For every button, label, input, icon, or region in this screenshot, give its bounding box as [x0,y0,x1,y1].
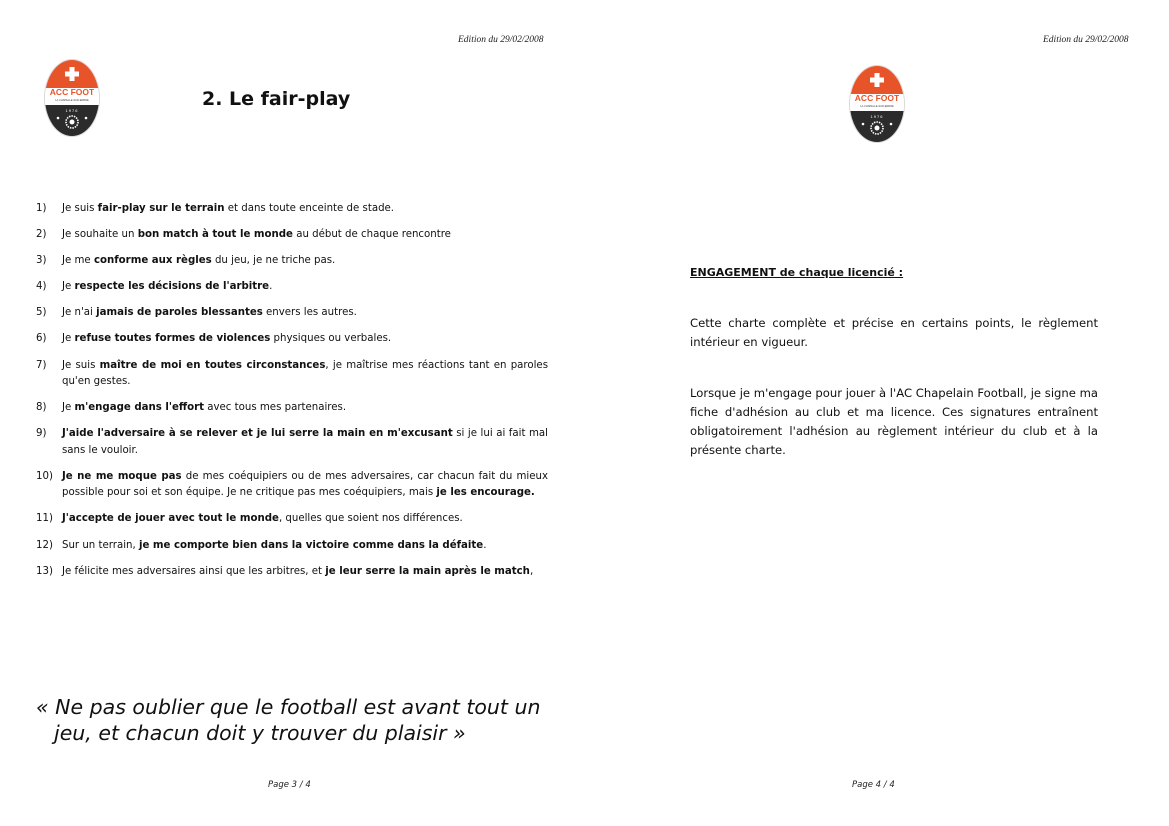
rule-item [36,331,548,348]
logo-subtitle: LA CHAPELLE-SUR-ERDRE [860,105,894,108]
rule-number: 6) [36,333,47,345]
rule-number: 2) [36,229,47,241]
rule-number: 5) [36,307,47,319]
rule-item [36,253,548,270]
rule-emphasis: je leur serre la main après le match [325,565,530,577]
club-logo [43,58,101,138]
rule-emphasis: J'aide l'adversaire à se relever et je lui serre la main en m'excusant [62,428,453,440]
logo-year: 1976 [870,114,884,119]
club-logo [848,64,906,144]
quote-line-1: « Ne pas oublier que le football est avant tout un [36,695,541,719]
rule-number: 10) [36,470,53,482]
rule-number: 4) [36,281,47,293]
logo-subtitle: LA CHAPELLE-SUR-ERDRE [55,99,89,102]
rule-text: Je n'ai [62,307,97,319]
quote-line-2: jeu, et chacun doit y trouver du plaisir » [54,721,466,745]
rule-emphasis: fair-play sur le terrain [97,203,225,214]
rule-text: du jeu, je ne triche pas. [211,255,336,267]
club-crest-icon [43,58,101,138]
rule-item [36,201,548,218]
rule-emphasis: Je ne me moque pas [62,470,182,482]
page-3 [0,0,584,826]
rule-emphasis: m'engage dans l'effort [74,402,205,414]
rule-text: Je suis [62,203,98,214]
rule-text: . [269,281,273,293]
fair-play-rules-list [36,201,548,590]
rule-text: , quelles que soient nos différences. [278,513,463,525]
rule-emphasis: J'accepte de jouer avec tout le monde [62,513,279,525]
rule-item [36,538,548,555]
rule-text: . [483,539,487,551]
rule-item [36,358,548,391]
rule-text: Je souhaite un [62,229,138,241]
rule-emphasis: jamais de paroles blessantes [96,307,263,319]
rule-emphasis: je me comporte bien dans la victoire comme dans la défaite [138,539,484,551]
rule-item [36,564,548,581]
rule-text: de mes coéquipiers ou de mes adversaires, car chacun fait du mieux possible pour soi et son équipe. Je ne critique pas mes coéquipiers, mais [62,470,548,499]
rule-item [36,227,548,244]
rule-emphasis: bon match à tout le monde [137,229,293,241]
charter-paragraph: Cette charte complète et précise en certains points, le règlement intérieur en vigueur. [690,316,1098,349]
rule-item [36,305,548,322]
commitment-paragraph: Lorsque je m'engage pour jouer à l'AC Chapelain Football, je signe ma fiche d'adhésion au club et ma licence. Ces signatures entraînent obligatoirement l'adhésion au règlement intérieur du club et à la présente charte. [690,386,1098,457]
rule-number: 3) [36,255,47,267]
rule-item [36,426,548,459]
rule-text: Je suis [62,359,100,371]
logo-name: ACC FOOT [49,87,95,97]
rule-emphasis: refuse toutes formes de violences [74,333,271,345]
rule-number: 11) [36,513,53,525]
rule-number: 1) [36,203,47,214]
rule-item [36,279,548,296]
rule-text: si je lui ai fait mal sans le vouloir. [62,428,548,456]
rule-text: Je me [62,255,94,267]
rule-number: 8) [36,402,47,414]
rule-number: 12) [36,539,53,551]
rule-emphasis: je les encourage. [436,487,535,499]
engagement-heading: ENGAGEMENT de chaque licencié : [690,266,904,279]
rule-emphasis: maître de moi en toutes circonstances [99,359,326,371]
rule-text: avec tous mes partenaires. [204,402,347,414]
page-number: Page 4 / 4 [852,780,895,790]
page-title: 2. Le fair-play [202,88,351,110]
rule-text: Je [62,281,75,293]
rule-text: Je [62,333,75,345]
rule-text: Sur un terrain, [62,539,139,551]
rule-text: physiques ou verbales. [270,333,392,345]
rule-text: , [529,565,534,577]
club-crest-icon [848,64,906,144]
rule-number: 13) [36,565,53,577]
rule-text: et dans toute enceinte de stade. [224,203,395,214]
rule-item [36,469,548,502]
edition-date: Edition du 29/02/2008 [1043,35,1129,45]
rule-text: au début de chaque rencontre [292,229,451,241]
logo-name: ACC FOOT [854,93,900,103]
rule-item [36,511,548,528]
closing-quote [36,694,556,746]
rule-number: 9) [36,428,47,440]
page-number: Page 3 / 4 [268,780,311,790]
rule-emphasis: respecte les décisions de l'arbitre [74,281,270,293]
edition-date: Edition du 29/02/2008 [458,35,544,45]
page-4 [584,0,1169,826]
rule-text: Je félicite mes adversaires ainsi que les arbitres, et [62,565,326,577]
rule-item [36,400,548,417]
rule-emphasis: conforme aux règles [93,255,212,267]
rule-text: , je maîtrise mes réactions tant en paroles qu'en gestes. [62,359,549,388]
rule-text: Je [62,402,75,414]
rule-text: envers les autres. [262,307,357,319]
logo-year: 1976 [65,108,79,113]
rule-number: 7) [36,359,47,371]
